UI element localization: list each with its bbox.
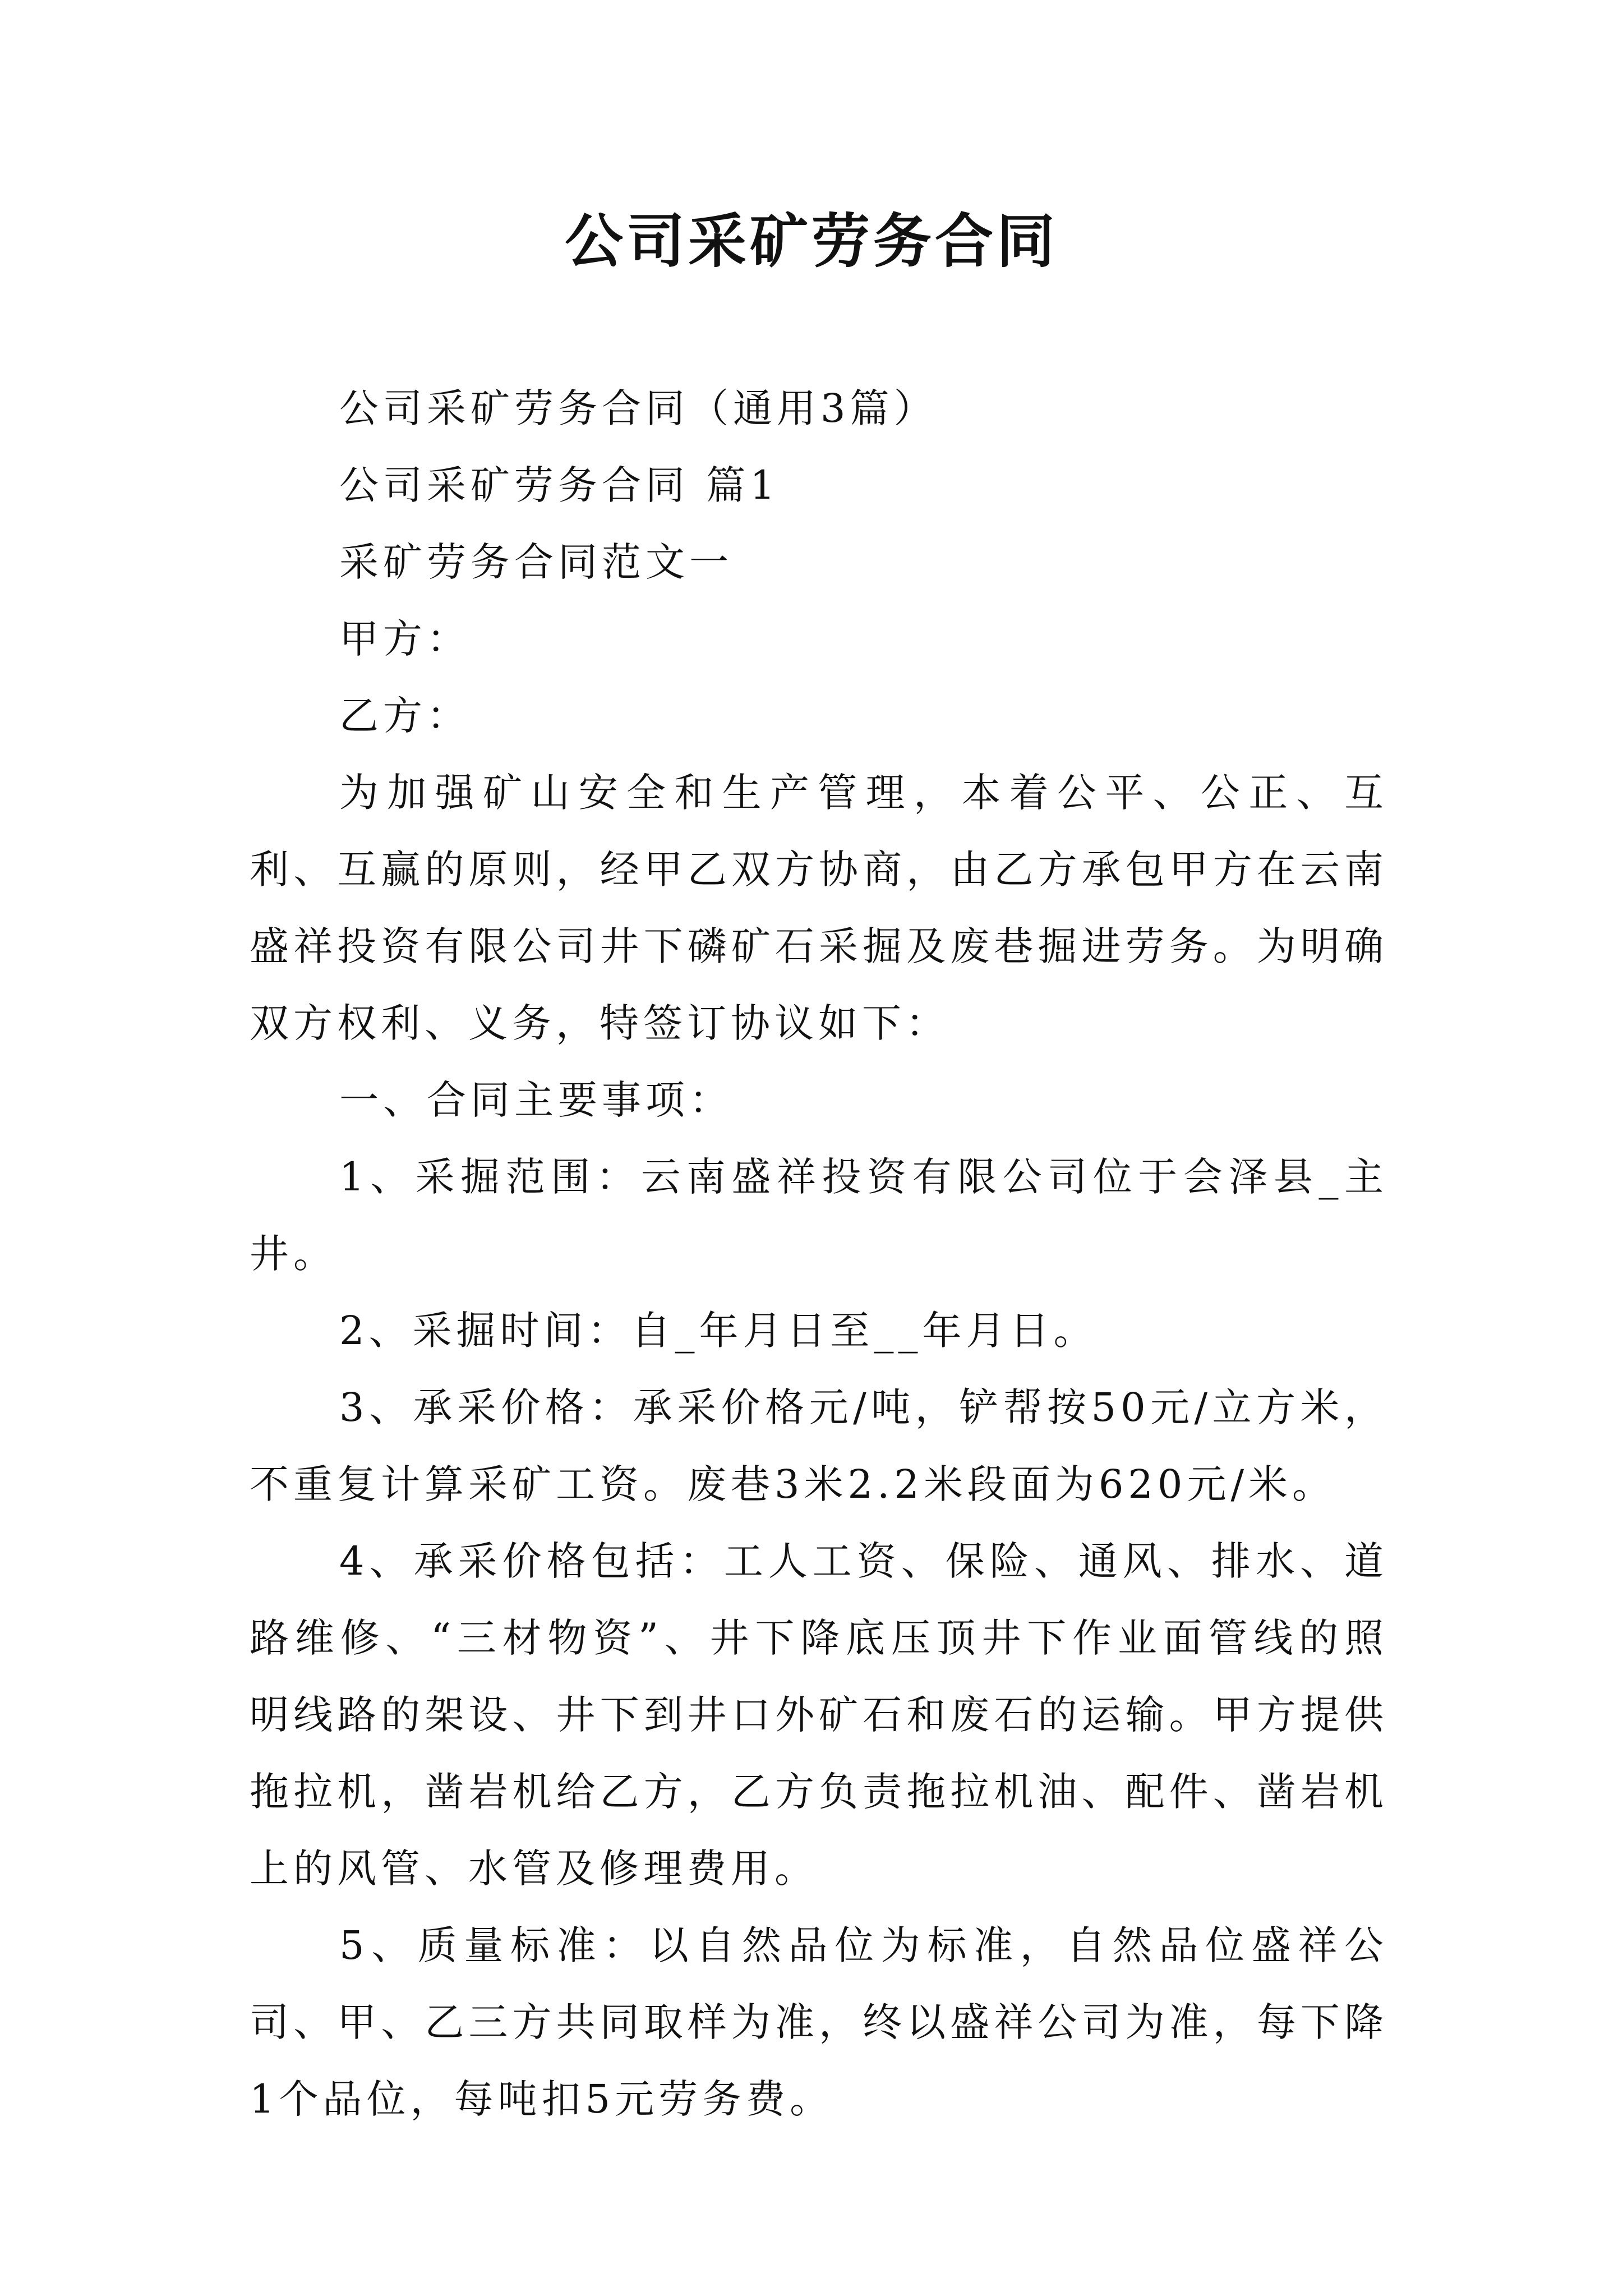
document-title: 公司采矿劳务合同 bbox=[564, 206, 1058, 275]
document-body bbox=[250, 370, 1388, 2138]
paragraph-item-4: 4、承采价格包括：工人工资、保险、通风、排水、道路维修、“三材物资”、井下降底压顶井下作业面管线的照明线路的架设、井下到井口外矿石和废石的运输。甲方提供拖拉机，凿岩机给乙方，乙方负责拖拉机油、配件、凿岩机上的风管、水管及修理费用。 bbox=[250, 1538, 1388, 1892]
paragraph-section-heading: 公司采矿劳务合同 篇1 bbox=[339, 462, 780, 508]
paragraph-main-items-heading: 一、合同主要事项： bbox=[339, 1077, 733, 1123]
paragraph-party-a: 甲方： bbox=[339, 616, 471, 662]
paragraph-preamble: 为加强矿山安全和生产管理，本着公平、公正、互利、互赢的原则，经甲乙双方协商，由乙方承包甲方在云南盛祥投资有限公司井下磷矿石采掘及废巷掘进劳务。为明确双方权利、义务，特签订协议如下： bbox=[250, 770, 1388, 1046]
paragraph-item-1: 1、采掘范围：云南盛祥投资有限公司位于会泽县_主井。 bbox=[250, 1154, 1388, 1277]
paragraph-sample-heading: 采矿劳务合同范文一 bbox=[339, 539, 733, 585]
paragraph-subtitle: 公司采矿劳务合同（通用3篇） bbox=[339, 385, 938, 431]
paragraph-item-5: 5、质量标准：以自然品位为标准，自然品位盛祥公司、甲、乙三方共同取样为准，终以盛祥公司为准，每下降1个品位，每吨扣5元劳务费。 bbox=[250, 1922, 1388, 2122]
paragraph-item-3: 3、承采价格：承采价格元/吨，铲帮按50元/立方米，不重复计算采矿工资。废巷3米2.2米段面为620元/米。 bbox=[250, 1384, 1388, 1507]
paragraph-party-b: 乙方： bbox=[339, 693, 471, 739]
paragraph-item-2: 2、采掘时间：自_年月日至__年月日。 bbox=[339, 1308, 1098, 1354]
